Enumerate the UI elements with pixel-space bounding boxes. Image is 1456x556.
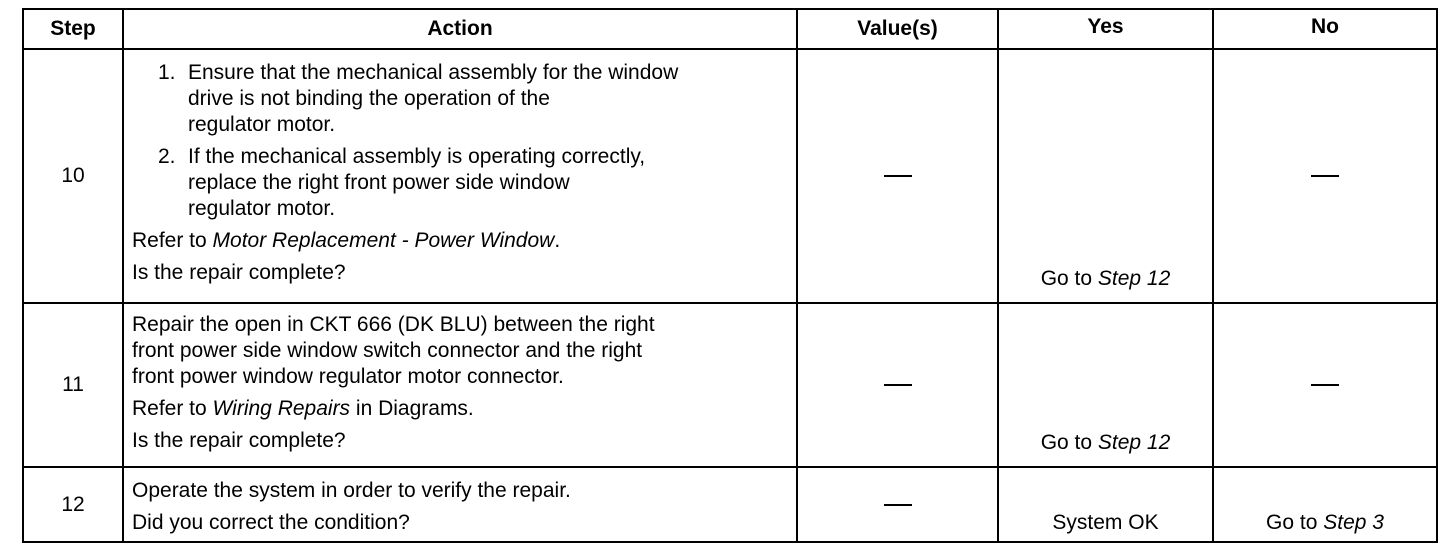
no-cell (1214, 50, 1436, 302)
no-cell (1214, 510, 1436, 536)
yes-cell: System OK (1052, 511, 1159, 534)
step-number: 11 (62, 373, 84, 396)
no-dash (1311, 175, 1339, 177)
row-divider-11-12 (24, 466, 1436, 468)
list-line: regulator motor. (188, 197, 336, 220)
value-dash (884, 384, 912, 386)
value-dash (884, 504, 912, 506)
refer-text (132, 228, 792, 254)
list-line: Ensure that the mechanical assembly for the window (188, 61, 679, 84)
step-number: 12 (61, 492, 85, 516)
action-line: Repair the open in CKT 666 (DK BLU) between the right (132, 313, 655, 336)
header-no: No (1311, 15, 1339, 38)
yes-step-link[interactable]: Step 12 (1097, 267, 1171, 290)
header-action: Action (427, 17, 493, 40)
action-cell (132, 60, 792, 286)
refer-prefix: Refer to (132, 229, 213, 252)
yes-cell (999, 266, 1212, 292)
yes-prefix: Go to (1040, 267, 1098, 290)
action-line: front power window regulator motor connector. (132, 365, 564, 388)
list-line: replace the right front power side window (188, 171, 570, 194)
refer-suffix: in Diagrams. (350, 397, 474, 420)
action-line: front power side window switch connector and the right (132, 339, 643, 362)
question-text: Is the repair complete? (132, 261, 346, 284)
list-line: drive is not binding the operation of the (188, 87, 550, 110)
header-yes: Yes (1087, 15, 1124, 38)
no-prefix: Go to (1266, 511, 1324, 534)
value-dash (884, 175, 912, 177)
list-item (132, 144, 792, 222)
action-line: Operate the system in order to verify the repair. (132, 479, 571, 502)
list-line: regulator motor. (188, 113, 336, 136)
question-text: Did you correct the condition? (132, 511, 410, 534)
question-text: Is the repair complete? (132, 429, 346, 452)
no-dash (1311, 384, 1339, 386)
no-step-link[interactable]: Step 3 (1323, 511, 1384, 534)
yes-step-link[interactable]: Step 12 (1097, 431, 1171, 454)
yes-cell (999, 430, 1212, 456)
action-list (132, 60, 792, 222)
refer-link[interactable]: Motor Replacement - Power Window (212, 229, 555, 252)
list-line: If the mechanical assembly is operating correctly, (188, 145, 646, 168)
refer-text (132, 396, 792, 422)
header-step: Step (50, 17, 96, 40)
diagnostic-table (22, 8, 1438, 543)
list-number: 1. (158, 61, 176, 84)
list-item (132, 60, 792, 138)
action-cell (132, 478, 792, 536)
refer-link[interactable]: Wiring Repairs (212, 397, 351, 420)
refer-prefix: Refer to (132, 397, 213, 420)
step-number: 10 (61, 164, 85, 187)
no-cell (1214, 304, 1436, 466)
action-cell (132, 312, 792, 454)
value-cell (798, 468, 997, 541)
header-values: Value(s) (857, 17, 938, 40)
col-divider-step (122, 10, 124, 541)
list-number: 2. (158, 145, 176, 168)
value-cell (798, 304, 997, 466)
value-cell (798, 50, 997, 302)
yes-prefix: Go to (1040, 431, 1098, 454)
refer-suffix: . (554, 229, 561, 252)
